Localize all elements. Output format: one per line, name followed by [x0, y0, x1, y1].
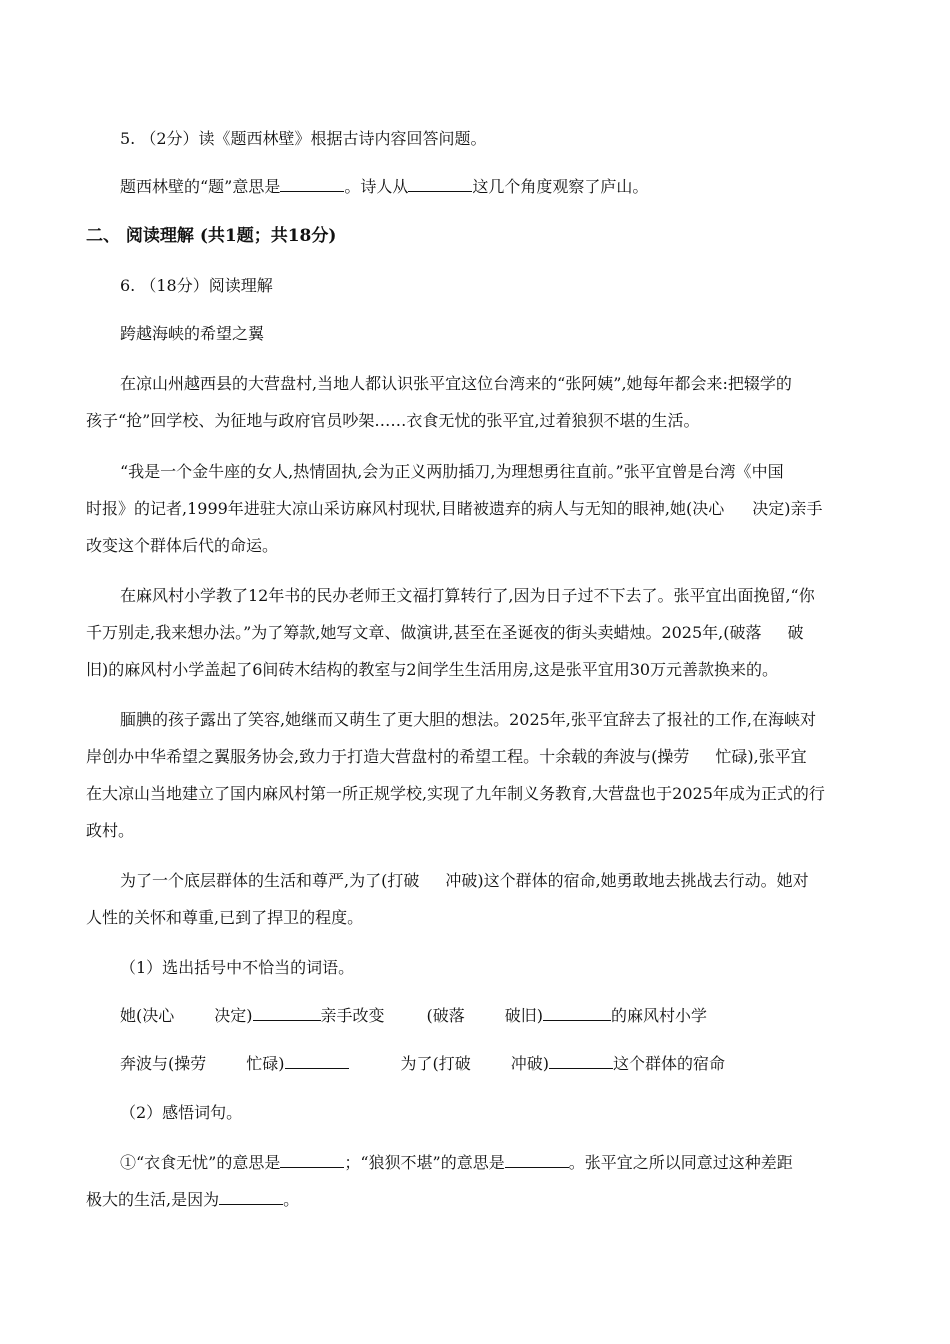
passage-p4-line2 [86, 745, 807, 769]
passage-p2-line3: 改变这个群体后代的命运。 [86, 536, 279, 555]
sub1-r1-a: 她(决心 [120, 1006, 175, 1025]
q5-answer-blank-2[interactable] [408, 175, 472, 192]
sub1-r1-b: 决定) [214, 1006, 253, 1025]
passage-p3-line2 [86, 621, 804, 645]
sub1-r1-c: 亲手改变 [320, 1006, 385, 1025]
passage-p2-line2-text: 时报》的记者,1999年进驻大凉山采访麻风村现状,目睹被遗弃的病人与无知的眼神,她(决心 [86, 499, 725, 518]
passage-p3-line3: 旧)的麻风村小学盖起了6间砖木结构的教室与2间学生生活用房,这是张平宜用30万元善款换来的。 [86, 660, 779, 679]
sub1-answer-blank-4[interactable] [549, 1052, 613, 1069]
q6-title: 6. （18分）阅读理解 [120, 276, 273, 295]
sub1-answer-blank-1[interactable] [253, 1004, 321, 1021]
sub2-l1-b: ；“狼狈不堪”的意思是 [344, 1153, 505, 1172]
q5-title: 5. （2分）读《题西林壁》根据古诗内容回答问题。 [120, 129, 487, 148]
passage-p4-line1: 腼腆的孩子露出了笑容,她继而又萌生了更大胆的想法。2025年,张平宜辞去了报社的工作,在海峡对 [120, 710, 816, 729]
sub1-r2-a: 奔波与(操劳 [120, 1054, 207, 1073]
passage-p4-line3: 在大凉山当地建立了国内麻风村第一所正规学校,实现了九年制义务教育,大营盘也于2025年成为正式的行 [86, 784, 825, 803]
passage-title: 跨越海峡的希望之翼 [120, 324, 265, 343]
sub1-r1-e: 破旧) [504, 1006, 544, 1025]
q5-text-3: 这几个角度观察了庐山。 [472, 177, 649, 196]
sub1-answer-blank-3[interactable] [285, 1052, 349, 1069]
passage-p1-line2: 孩子“抢”回学校、为征地与政府官员吵架……衣食无忧的张平宜,过着狼狈不堪的生活。 [86, 411, 700, 430]
sub2-l1-a: ①“衣食无忧”的意思是 [120, 1153, 281, 1172]
sub1-title: （1）选出括号中不恰当的词语。 [120, 958, 355, 977]
q5-question [120, 175, 648, 199]
passage-p5-line2: 人性的关怀和尊重,已到了捍卫的程度。 [86, 908, 364, 927]
sub1-r2-b: 忙碌) [246, 1054, 285, 1073]
passage-p3-line1: 在麻风村小学教了12年书的民办老师王文福打算转行了,因为日子过不下去了。张平宜出面挽留,“你 [120, 586, 815, 605]
sub1-r2-c: 为了(打破 [400, 1054, 471, 1073]
sub1-r1-d: (破落 [426, 1006, 465, 1025]
passage-p3-line2-end: 破 [787, 623, 804, 642]
sub1-r1-f: 的麻风村小学 [611, 1006, 708, 1025]
passage-p2-line2 [86, 497, 822, 521]
passage-p3-line2-text: 千万别走,我来想办法。”为了筹款,她写文章、做演讲,甚至在圣诞夜的街头卖蜡烛。2025年,(破落 [86, 623, 762, 642]
sub1-row2 [120, 1052, 725, 1076]
sub2-answer-blank-2[interactable] [505, 1151, 569, 1168]
q5-text-1: 题西林壁的“题”意思是 [120, 177, 281, 196]
passage-p5-line1-end: 冲破)这个群体的宿命,她勇敢地去挑战去行动。她对 [445, 871, 809, 890]
sub1-r2-e: 这个群体的宿命 [613, 1054, 726, 1073]
sub2-line2 [86, 1188, 299, 1212]
sub2-answer-blank-1[interactable] [280, 1151, 344, 1168]
passage-p4-line4: 政村。 [86, 821, 135, 840]
passage-p4-line2-end: 忙碌),张平宜 [715, 747, 807, 766]
sub2-l1-c: 。张平宜之所以同意过这种差距 [568, 1153, 793, 1172]
passage-p1-line1: 在凉山州越西县的大营盘村,当地人都认识张平宜这位台湾来的“张阿姨”,她每年都会来:把辍学的 [120, 374, 792, 393]
sub1-row1 [120, 1004, 707, 1028]
passage-p5-line1 [120, 869, 809, 893]
q5-text-2: 。诗人从 [344, 177, 409, 196]
sub1-answer-blank-2[interactable] [543, 1004, 611, 1021]
sub2-l2-b: 。 [283, 1190, 300, 1209]
sub2-l2-a: 极大的生活,是因为 [86, 1190, 220, 1209]
sub2-line1 [120, 1151, 793, 1175]
section-heading: 二、 阅读理解 (共1题；共18分) [86, 226, 337, 246]
passage-p4-line2-text: 岸创办中华希望之翼服务协会,致力于打造大营盘村的希望工程。十余载的奔波与(操劳 [86, 747, 690, 766]
sub1-r2-d: 冲破) [510, 1054, 549, 1073]
q5-answer-blank-1[interactable] [280, 175, 344, 192]
passage-p2-line1: “我是一个金牛座的女人,热情固执,会为正义两肋插刀,为理想勇往直前。”张平宜曾是台湾《中国 [120, 462, 784, 481]
passage-p2-line2-end: 决定)亲手 [752, 499, 823, 518]
passage-p5-line1-text: 为了一个底层群体的生活和尊严,为了(打破 [120, 871, 420, 890]
sub2-title: （2）感悟词句。 [120, 1103, 243, 1122]
sub2-answer-blank-3[interactable] [219, 1188, 283, 1205]
